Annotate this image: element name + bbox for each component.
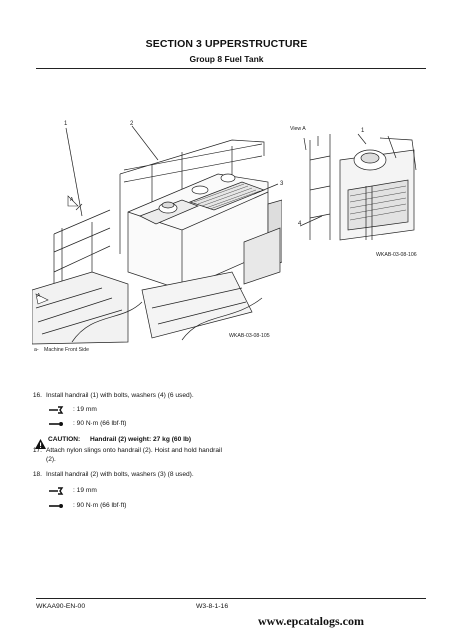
figure-code-main: WKAB-03-08-105 <box>229 333 270 339</box>
header-rule <box>36 68 426 69</box>
step-18-text: Install handrail (2) with bolts, washers (3) (8 used). <box>46 471 194 478</box>
tool-18-size: : 19 mm <box>73 487 97 494</box>
page-number: W3-8-1-16 <box>196 603 229 610</box>
tool-16-torque: : 90 N·m (66 lbf·ft) <box>73 420 127 427</box>
wrench-icon <box>48 406 64 416</box>
footer-rule <box>36 598 426 599</box>
torque-wrench-icon <box>48 420 64 430</box>
group-title: Group 8 Fuel Tank <box>189 54 264 64</box>
torque-wrench-icon <box>48 502 64 512</box>
figure-code-view-a: WKAB-03-08-106 <box>376 252 417 258</box>
step-16-number: 16. <box>32 392 42 399</box>
tool-16-size: : 19 mm <box>73 406 97 413</box>
step-17-text: Attach nylon slings onto handrail (2). Hoist and hold handrail (2). <box>46 447 222 463</box>
caution-label: CAUTION: <box>48 436 81 443</box>
step-18-number: 18. <box>32 471 42 478</box>
main-figure <box>32 112 282 352</box>
view-a-title: View A <box>290 126 306 132</box>
wrench-icon <box>48 487 64 497</box>
callout-2: 2 <box>130 121 134 127</box>
step-17-number: 17. <box>32 447 42 454</box>
legend-text: Machine Front Side <box>44 347 89 353</box>
step-16-text: Install handrail (1) with bolts, washers (4) (6 used). <box>46 392 194 399</box>
marker-a-label-bottom: A <box>37 293 41 299</box>
doc-id: WKAA90-EN-00 <box>36 603 86 610</box>
tool-18-torque: : 90 N·m (66 lbf·ft) <box>73 502 127 509</box>
watermark: www.epcatalogs.com <box>258 614 364 628</box>
view-a-callout-4: 4 <box>298 221 302 227</box>
callout-1: 1 <box>64 121 68 127</box>
callout-3: 3 <box>280 181 284 187</box>
legend-key: a- <box>34 347 39 353</box>
view-a-callout-1: 1 <box>361 128 365 134</box>
view-a-figure <box>300 130 420 248</box>
marker-a-label-top: A <box>70 197 74 203</box>
caution-text: Handrail (2) weight: 27 kg (60 lb) <box>90 436 192 443</box>
section-title: SECTION 3 UPPERSTRUCTURE <box>145 38 308 50</box>
